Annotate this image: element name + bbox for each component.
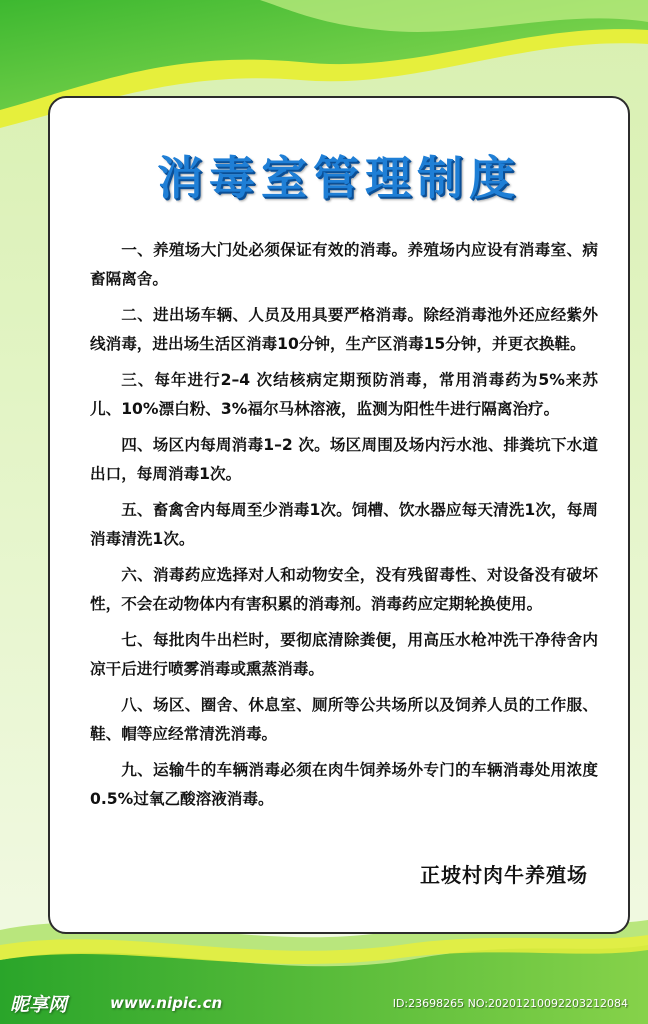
rule-paragraph: 二、进出场车辆、人员及用具要严格消毒。除经消毒池外还应经紫外线消毒，进出场生活区消毒10分钟，生产区消毒15分钟，并更衣换鞋。 (90, 306, 598, 353)
rule-paragraph: 八、场区、圈舍、休息室、厕所等公共场所以及饲养人员的工作服、鞋、帽等应经常清洗消毒。 (90, 696, 598, 743)
content-panel (48, 96, 630, 934)
rule-paragraph: 三、每年进行2–4 次结核病定期预防消毒，常用消毒药为5%来苏儿、10%漂白粉、3%福尔马林溶液，监测为阳性牛进行隔离治疗。 (90, 371, 598, 418)
page-title: 消毒室管理制度 (157, 151, 521, 205)
rule-paragraph: 五、畜禽舍内每周至少消毒1次。饲槽、饮水器应每天清洗1次，每周消毒清洗1次。 (90, 501, 598, 548)
rules-body (90, 236, 598, 821)
rule-paragraph: 一、养殖场大门处必须保证有效的消毒。养殖场内应设有消毒室、病畜隔离舍。 (90, 241, 598, 288)
rule-paragraph: 七、每批肉牛出栏时，要彻底清除粪便，用高压水枪冲洗干净待舍内凉干后进行喷雾消毒或熏蒸消毒。 (90, 631, 598, 678)
watermark-url: www.nipic.cn (110, 994, 223, 1012)
organization-signature: 正坡村肉牛养殖场 (420, 863, 588, 887)
watermark-logo: 昵享网 (10, 994, 68, 1016)
watermark-id: ID:23698265 NO:20201210092203212084 (392, 997, 628, 1010)
rule-paragraph: 九、运输牛的车辆消毒必须在肉牛饲养场外专门的车辆消毒处用浓度0.5%过氧乙酸溶液消毒。 (90, 761, 598, 808)
rule-paragraph: 四、场区内每周消毒1–2 次。场区周围及场内污水池、排粪坑下水道出口，每周消毒1次。 (90, 436, 598, 483)
rule-paragraph: 六、消毒药应选择对人和动物安全，没有残留毒性、对设备没有破坏性，不会在动物体内有害积累的消毒剂。消毒药应定期轮换使用。 (90, 566, 598, 613)
